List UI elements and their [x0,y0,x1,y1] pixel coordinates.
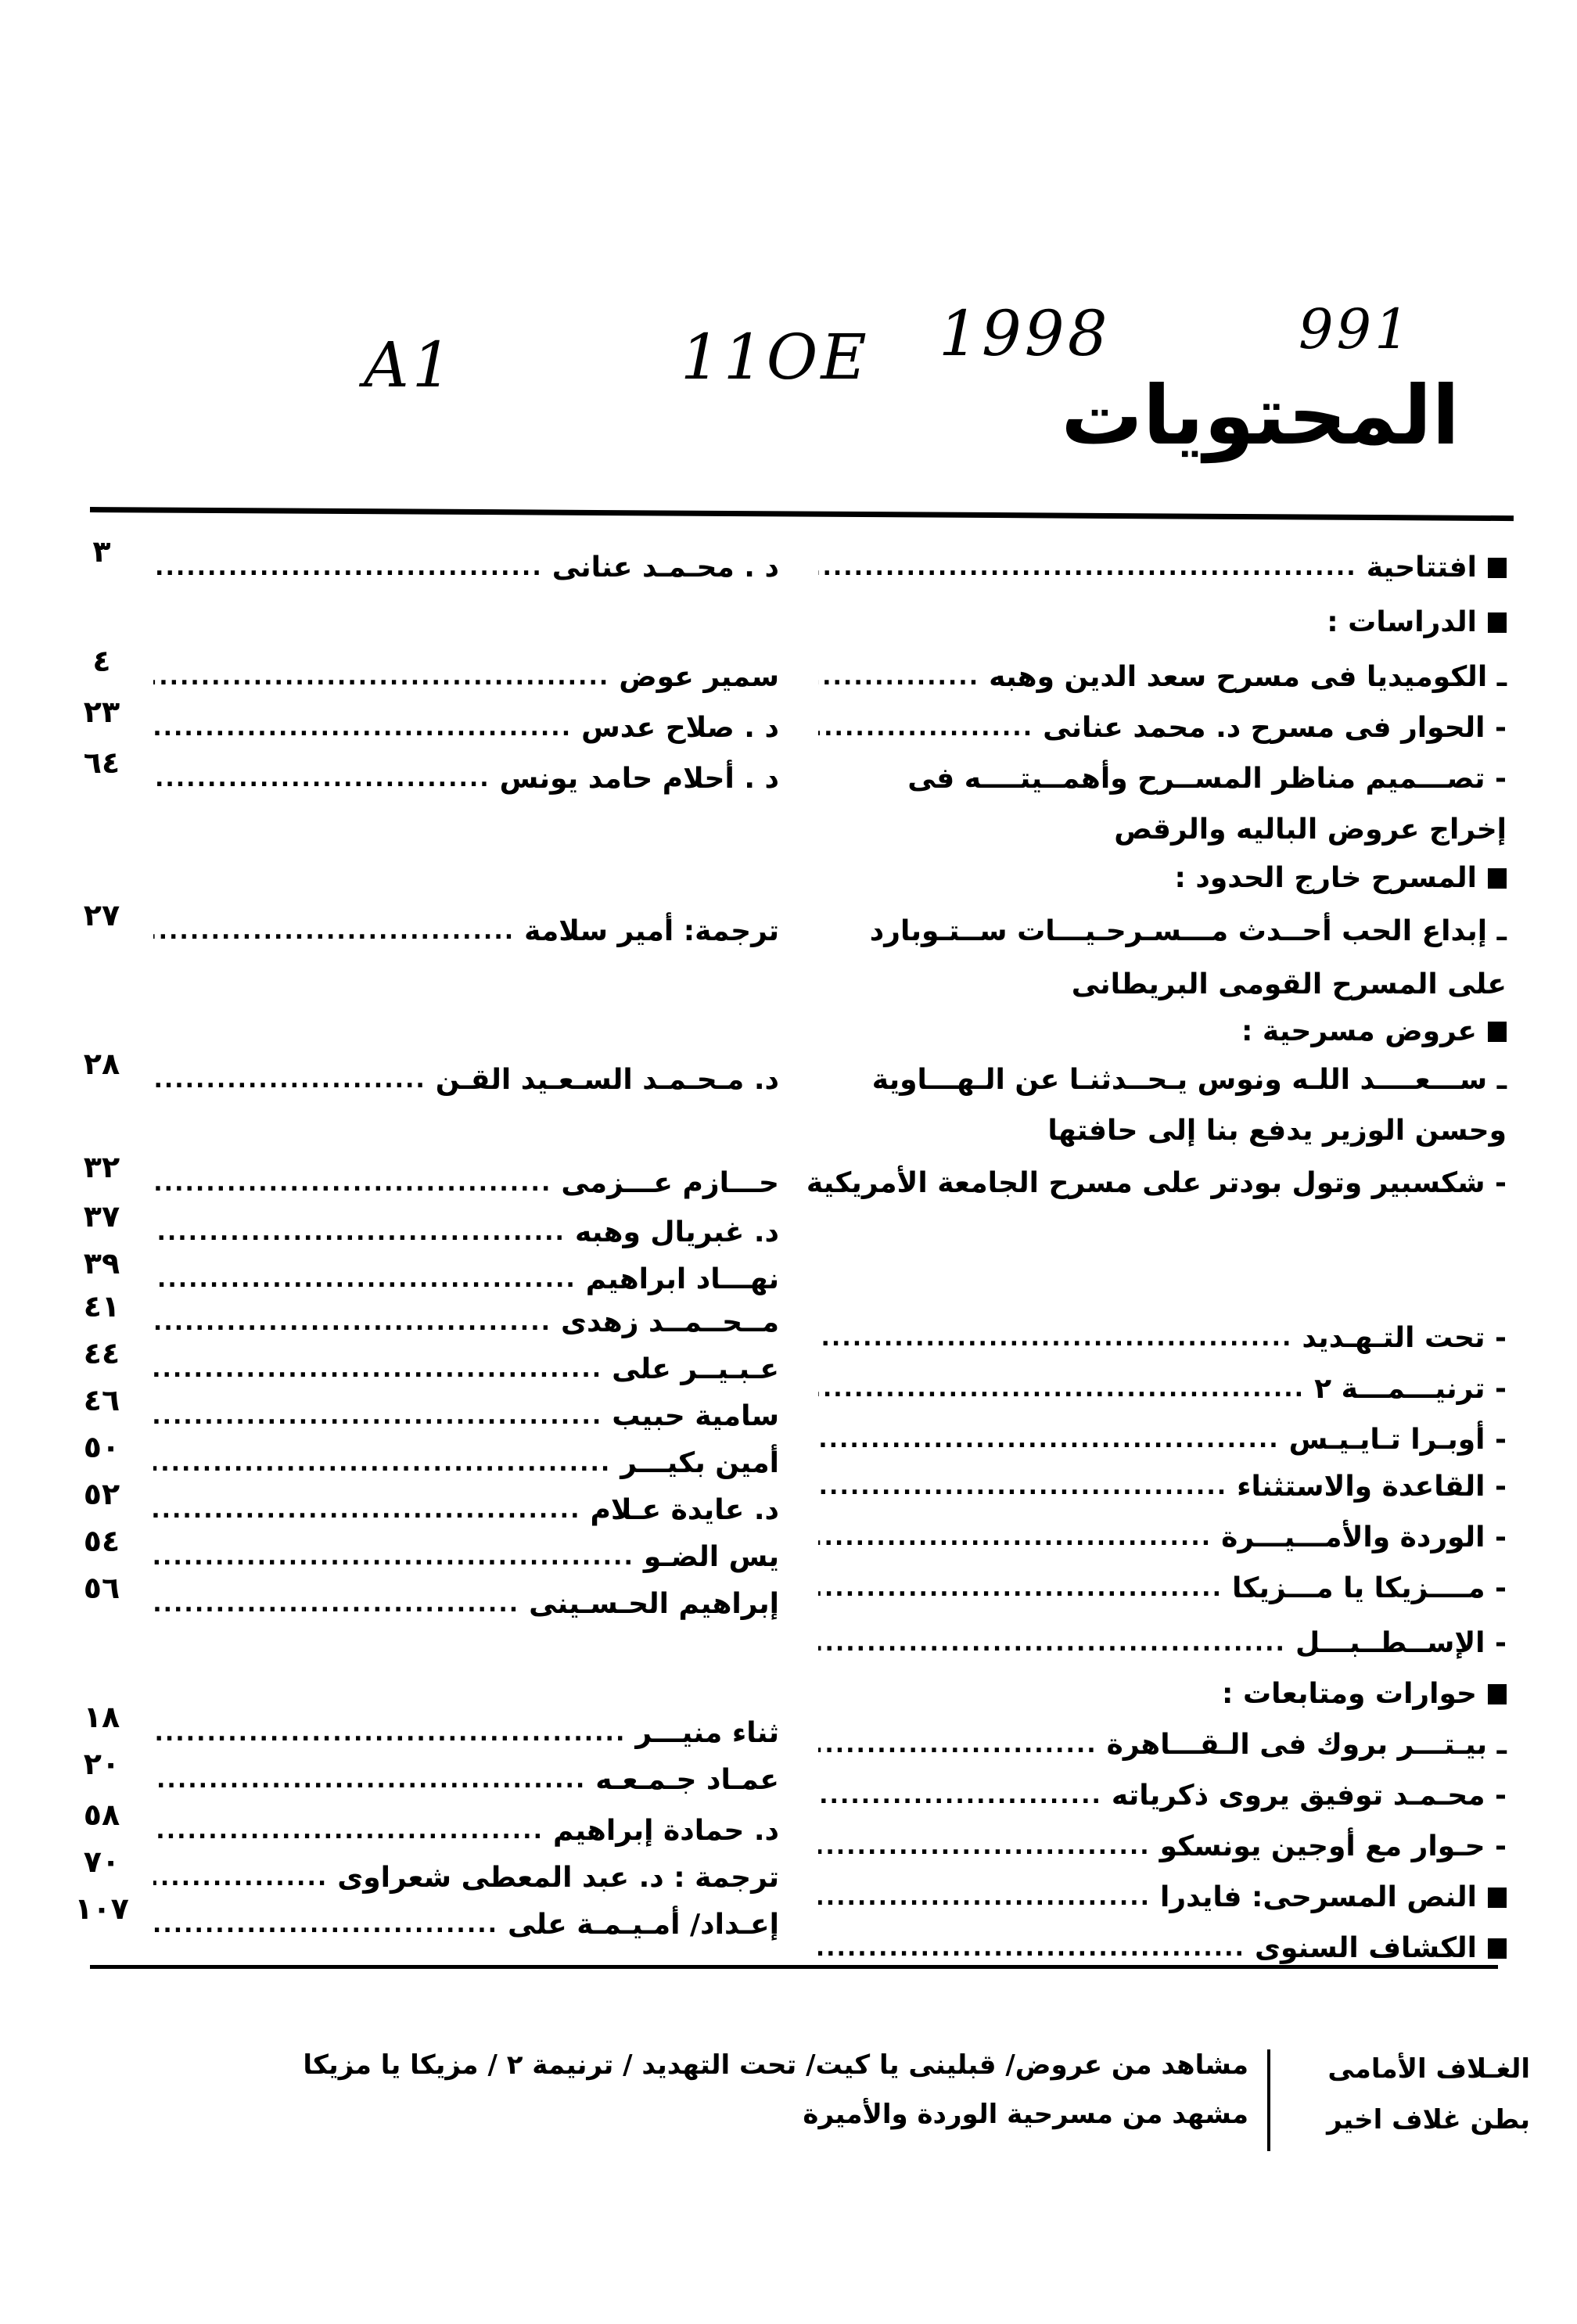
toc-author-entry [153,1815,779,1847]
toc-page-number: ٢٨ [83,1047,120,1081]
toc-title-text: الكشاف السنوى [1254,1932,1477,1964]
dot-leader [153,556,543,580]
toc-title-text: - مــــزيكا يا مـــزيكا [1231,1572,1507,1604]
toc-author-name: إبراهيم الحـسـينى [529,1588,779,1620]
dot-leader [153,1452,611,1475]
toc-entry-title [818,1064,1507,1096]
dot-leader [153,1221,566,1245]
toc-entry-title [818,1424,1507,1456]
toc-page-number: ٣٧ [83,1199,120,1234]
toc-author-entry [153,1353,779,1385]
toc-author-name: د. حمادة إبراهيم [552,1815,779,1847]
toc-author-entry [153,763,779,795]
toc-entry-title [818,763,1507,795]
toc-author-entry [153,1447,779,1479]
toc-title-text: على المسرح القومى البريطانى [1071,968,1507,1000]
handwritten-note-3: 11OE [681,321,870,393]
dot-leader [153,1769,586,1792]
toc-title-text: الدراسات : [1327,606,1477,638]
toc-author-name: حـــازم عـــزمى [561,1167,779,1199]
toc-entry-title [818,1373,1507,1405]
toc-page-number: ٢٠ [83,1747,120,1781]
square-bullet-icon [1488,558,1507,578]
dot-leader [153,1405,602,1428]
dot-leader [153,1499,580,1522]
toc-page-number: ١٠٧ [74,1891,129,1926]
square-bullet-icon [1488,612,1507,633]
toc-author-name: ترجمة : د. عبد المعطى شعراوى [337,1862,779,1894]
toc-author-entry [153,1909,779,1941]
toc-entry-title [818,1572,1507,1604]
toc-page-number: ٤ [92,644,111,678]
toc-author-name: د . أحلام حامد يونس [499,763,779,795]
toc-entry-title [818,1322,1507,1354]
toc-entry-title [818,1729,1507,1761]
dot-leader [818,1428,1280,1452]
toc-author-entry [153,1216,779,1248]
toc-title-text: المسرح خارج الحدود : [1174,862,1477,894]
dot-leader [818,1886,1151,1909]
toc-page-number: ٥٢ [83,1477,120,1511]
square-bullet-icon [1488,1938,1507,1959]
toc-title-text: النص المسرحى: فايدرا [1160,1881,1477,1913]
toc-entry-title [806,1167,1507,1199]
toc-page-number: ١٨ [83,1700,120,1734]
toc-title-text: - أوبـرا تـايـيـس [1288,1424,1507,1456]
toc-entry-title [818,712,1507,744]
toc-page-number: ٥٤ [83,1524,120,1558]
bottom-divider [90,1965,1498,1969]
toc-title-text: - ترنيـــمـــة ٢ [1314,1373,1507,1405]
toc-author-entry [153,551,779,584]
toc-author-entry [153,1494,779,1526]
toc-author-entry [153,1263,779,1295]
toc-author-entry [153,1306,779,1338]
toc-page-number: ٣ [92,534,111,569]
dot-leader [818,1475,1227,1499]
toc-title-text: عروض مسرحية : [1241,1015,1477,1047]
dot-leader [818,1327,1292,1350]
dot-leader [818,717,1033,740]
toc-author-entry [153,1400,779,1432]
toc-author-name: عمـاد جـمـعـه [595,1764,779,1796]
toc-author-name: ترجمة: أمير سلامة [524,915,779,947]
handwritten-note-2: 1998 [939,297,1111,370]
front-cover-text: مشاهد من عروض/ قبلينى يا كيت/ تحت التهديد / ترنيمة ٢ / مزيكا يا مزيكا [303,2049,1248,2081]
top-divider [90,507,1514,521]
toc-page-number: ٧٠ [83,1844,120,1879]
dot-leader [153,1268,577,1291]
dot-leader [153,1913,498,1937]
toc-author-name: إعـداد/ أمـيـمـة على [508,1909,779,1941]
toc-entry-title [818,1115,1507,1147]
toc-author-name: نهـــاد ابراهيم [585,1263,779,1295]
dot-leader [153,767,490,791]
toc-page-number: ٤٤ [83,1336,120,1370]
toc-title-text: ـ بيـتـــر بروك فى الـقـــاهرة [1106,1729,1507,1761]
toc-entry-title [818,915,1507,947]
toc-page-number: ٣٩ [83,1246,120,1281]
toc-title-text: ـ إبداع الحب أحــدث مـــسـرحـيـــات ســتـوبارد [869,915,1507,947]
toc-entry-title [818,968,1507,1000]
square-bullet-icon [1488,868,1507,889]
footer-separator [1267,2049,1270,2151]
toc-title-text: حوارات ومتابعات : [1222,1678,1477,1710]
handwritten-note-1: 991 [1299,297,1413,361]
dot-leader [818,1577,1223,1600]
toc-author-entry [153,712,779,744]
handwritten-note-4: A1 [364,329,455,401]
toc-entry-title [818,1627,1507,1659]
dot-leader [818,556,1357,580]
dot-leader [818,1835,1151,1859]
toc-title-text: - الوردة والأمـــيـــرة [1221,1521,1507,1554]
toc-title-text: إخراج عروض الباليه والرقص [1114,814,1507,846]
dot-leader [153,666,609,689]
toc-title-text: - تصـــميم مناظر المســرح وأهمــيتــــه فى [907,763,1507,795]
toc-page-number: ٢٣ [83,695,120,729]
dot-leader [818,1632,1286,1655]
dot-leader [153,1546,634,1569]
dot-leader [153,1311,551,1334]
toc-author-entry [153,1764,779,1796]
toc-author-entry [153,1717,779,1749]
toc-title-text: - الإســطــبـــل [1295,1627,1507,1659]
square-bullet-icon [1488,1684,1507,1704]
dot-leader [153,1593,519,1616]
dot-leader [818,1526,1212,1550]
dot-leader [153,1819,544,1843]
toc-title-text: افتتاحية [1366,551,1477,584]
front-cover-label: الغـلاف الأمامى [1327,2053,1530,2085]
toc-author-entry [153,1541,779,1573]
toc-section-heading [818,551,1507,584]
dot-leader [818,1378,1305,1401]
toc-author-name: ثناء منيـــر [635,1717,779,1749]
square-bullet-icon [1488,1022,1507,1042]
toc-author-entry [153,1064,779,1096]
back-cover-text: مشهد من مسرحية الوردة والأميرة [803,2099,1248,2130]
toc-author-entry [153,915,779,947]
toc-page-number: ٥٠ [83,1430,120,1464]
toc-page-number: ٥٨ [83,1798,120,1832]
dot-leader [153,920,515,943]
toc-page-number: ٥٦ [83,1571,120,1605]
toc-author-name: أمين بكيـــر [620,1447,779,1479]
dot-leader [153,1358,602,1381]
toc-author-name: سمير عوض [619,661,779,693]
toc-author-name: د. مـحـمـد السـعـيد القـن [435,1064,779,1096]
toc-title-text: ـ ســـعــــد اللـه ونوس يـحــدثنـا عن الـهـــاوية [871,1064,1507,1096]
toc-title-text: - محـمـد توفيق يروى ذكرياته [1111,1780,1507,1812]
toc-title-text: - حـوار مع أوجين يونسكو [1159,1830,1507,1862]
toc-author-entry [153,661,779,693]
toc-page-number: ٣٢ [83,1150,120,1184]
dot-leader [153,717,572,740]
toc-entry-title [818,661,1507,693]
toc-author-name: د. غبريال وهبه [574,1216,779,1248]
toc-entry-title [818,814,1507,846]
toc-author-name: د . صلاح عدس [581,712,779,744]
toc-section-heading [818,1932,1507,1964]
toc-author-name: د. عايدة عـلام [590,1494,779,1526]
dot-leader [818,1937,1245,1960]
toc-page-number: ٤٦ [83,1383,120,1417]
square-bullet-icon [1488,1888,1507,1908]
dot-leader [153,1866,328,1890]
toc-section-heading [818,1881,1507,1913]
dot-leader [818,666,979,689]
toc-author-name: مــحــمــد زهدى [561,1306,779,1338]
toc-title-text: ـ الكوميديا فى مسرح سعد الدين وهبه [989,661,1507,693]
toc-title-text: - القاعدة والاستثناء [1237,1471,1507,1503]
toc-section-heading [818,1015,1507,1047]
toc-author-entry [153,1862,779,1894]
toc-page-number: ٦٤ [83,745,120,780]
toc-author-name: عـبـيــر على [612,1353,779,1385]
toc-title-text: وحسن الوزير يدفع بنا إلى حافتها [1047,1115,1507,1147]
toc-entry-title [818,1521,1507,1554]
dot-leader [153,1172,551,1195]
toc-section-heading [818,1678,1507,1710]
toc-title-text: - شكسبير وتول بودتر على مسرح الجامعة الأمريكية [806,1167,1507,1199]
dot-leader [818,1733,1097,1757]
toc-author-entry [153,1588,779,1620]
toc-section-heading [818,862,1507,894]
toc-author-name: يس الضـو [643,1541,779,1573]
back-cover-label: بطن غلاف اخير [1327,2104,1530,2135]
toc-author-name: د . محـمـد عنانى [551,551,779,584]
toc-entry-title [818,1471,1507,1503]
toc-author-name: سامية حبيب [612,1400,779,1432]
toc-section-heading [818,606,1507,638]
toc-entry-title [818,1780,1507,1812]
toc-entry-title [818,1830,1507,1862]
dot-leader [153,1722,626,1745]
toc-page-number: ٤١ [83,1289,120,1324]
toc-page-number: ٢٧ [83,898,120,932]
dot-leader [153,1069,426,1092]
toc-title-text: - الحوار فى مسرح د. محمد عنانى [1043,712,1507,744]
toc-author-entry [153,1167,779,1199]
page-title: المحتويات [1061,368,1460,463]
toc-title-text: - تحت التـهـديد [1302,1322,1507,1354]
dot-leader [818,1784,1102,1808]
